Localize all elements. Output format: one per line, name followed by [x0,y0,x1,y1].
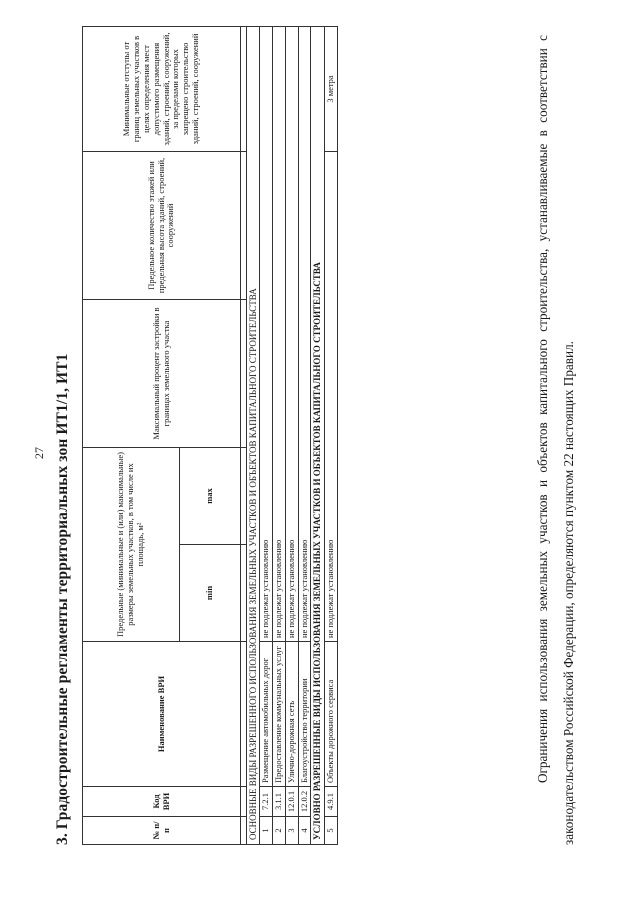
row-name: Благоустройство территории [298,641,311,786]
row-num: 2 [273,816,286,844]
table-row [260,26,273,844]
page-title: 3. Градостроительные регламенты территориальных зон ИТ1/1, ИТ1 [54,353,71,845]
row-name: Улично-дорожная сеть [285,641,298,786]
header-setbacks: Минимальные отступы от границ земельных участков в целях определения мест допустимого размещения зданий, строений, сооружений, за пределами которых запрещено строительство зданий, строений, сооружений [83,26,241,151]
row-num: 3 [285,816,298,844]
row-value: не подлежат установлению [324,151,337,641]
table-row [324,26,337,844]
table-row [273,26,286,844]
header-row [83,26,180,844]
table-row [298,26,311,844]
row-name: Предоставление коммунальных услуг [273,641,286,786]
rotated-page [30,23,610,883]
table-row [285,26,298,844]
header-floors: Предельное количество этажей или предельная высота зданий, строений, сооружений [83,151,241,299]
header-size: Предельные (минимальные и (или) максимальные) размеры земельных участков, в том числе их площадь, м² [83,447,180,641]
row-value: не подлежат установлению [260,26,273,641]
row-name: Размещение автомобильных дорог [260,641,273,786]
header-min: min [180,544,241,641]
header-code: Код ВРИ [83,786,241,816]
row-code: 4.9.1 [324,786,337,816]
header-num: № п/п [83,816,241,844]
row-code: 12.0.2 [298,786,311,816]
section-row [247,26,260,844]
section-title-main: ОСНОВНЫЕ ВИДЫ РАЗРЕШЕННОГО ИСПОЛЬЗОВАНИЯ ЗЕМЕЛЬНЫХ УЧАСТКОВ И ОБЪЕКТОВ КАПИТАЛЬНОГО СТРОИТЕЛЬСТВА [247,26,260,844]
regulations-table [82,25,338,844]
row-code: 3.1.1 [273,786,286,816]
row-value: не подлежат установлению [273,26,286,641]
row-setback: 3 метра [324,26,337,151]
restrictions-note: Ограничения использования земельных участков и объектов капитального строительства, устанавливаемые в соответствии с законодательством Российской Федерации, определяются пунктом 22 настоящих Правил. [535,34,576,845]
section-title-conditional: УСЛОВНО РАЗРЕШЕННЫЕ ВИДЫ ИСПОЛЬЗОВАНИЯ ЗЕМЕЛЬНЫХ УЧАСТКОВ И ОБЪЕКТОВ КАПИТАЛЬНОГО СТРОИТЕЛЬСТВА [311,26,324,844]
header-name: Наименование ВРИ [83,641,241,786]
section-row [311,26,324,844]
row-value: не подлежат установлению [285,26,298,641]
row-code: 7.2.1 [260,786,273,816]
header-percent: Максимальный процент застройки в границах земельного участка [83,299,241,447]
row-value: не подлежат установлению [298,26,311,641]
row-num: 5 [324,816,337,844]
row-num: 1 [260,816,273,844]
row-num: 4 [298,816,311,844]
row-name: Объекты дорожного сервиса [324,641,337,786]
page-number: 27 [32,446,46,459]
row-code: 12.0.1 [285,786,298,816]
header-max: max [180,447,241,544]
